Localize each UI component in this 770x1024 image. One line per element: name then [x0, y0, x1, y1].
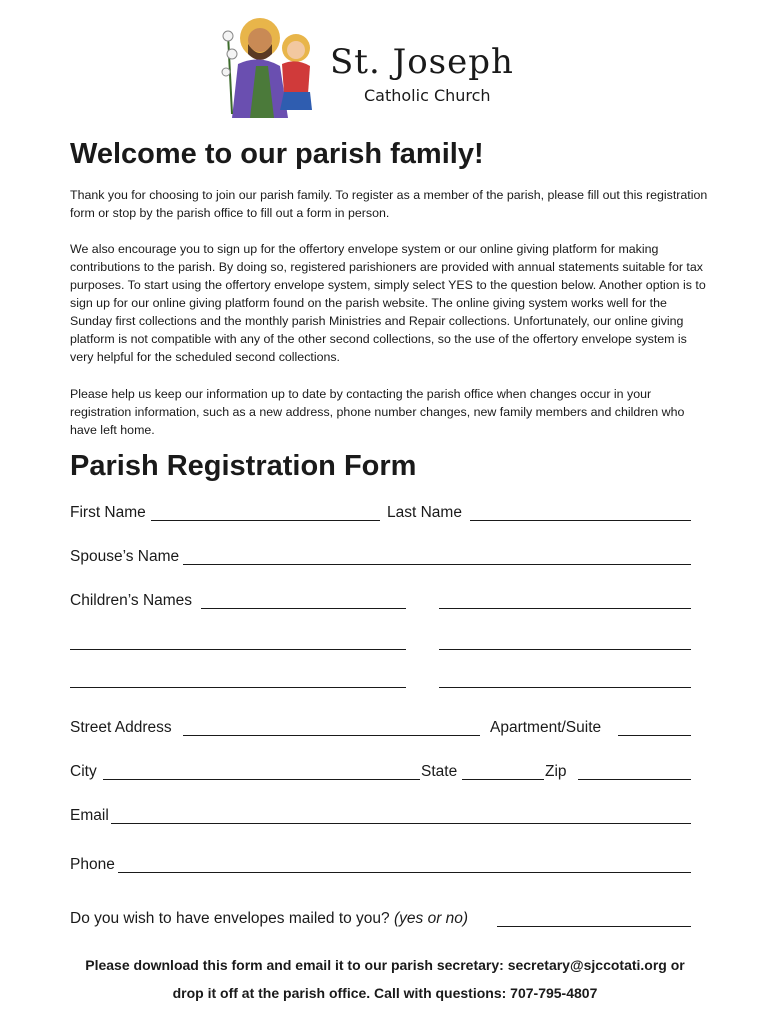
first-name-label: First Name	[70, 504, 146, 521]
child-name-field-6[interactable]	[439, 687, 691, 688]
welcome-paragraph-1: Thank you for choosing to join our parish family. To register as a member of the parish, please fill out this registration form or stop by the parish office to fill out a form in person.	[70, 188, 708, 220]
email-field[interactable]	[111, 823, 691, 824]
last-name-label: Last Name	[387, 504, 462, 521]
spouse-name-field[interactable]	[183, 564, 691, 565]
zip-field[interactable]	[578, 779, 691, 780]
child-name-field-4[interactable]	[439, 649, 691, 650]
child-name-field-5[interactable]	[70, 687, 406, 688]
phone-field[interactable]	[118, 872, 691, 873]
child-name-field-2[interactable]	[439, 608, 691, 609]
city-field[interactable]	[103, 779, 420, 780]
phone-label: Phone	[70, 856, 115, 873]
envelopes-answer-field[interactable]	[497, 926, 691, 927]
envelopes-question	[70, 910, 468, 928]
church-header	[0, 12, 770, 122]
church-subtitle: Catholic Church	[364, 86, 491, 105]
apartment-label: Apartment/Suite	[490, 719, 602, 736]
welcome-heading: Welcome to our parish family!	[70, 138, 484, 170]
street-address-field[interactable]	[183, 735, 480, 736]
apartment-field[interactable]	[618, 735, 691, 736]
footer-instructions-line-1: Please download this form and email it to our parish secretary: secretary@sjccotati.org or	[85, 957, 685, 973]
first-name-field[interactable]	[151, 520, 380, 521]
city-label: City	[70, 763, 97, 780]
welcome-paragraph-3: Please help us keep our information up to date by contacting the parish office when changes occur in your registration information, such as a new address, phone number changes, new family members and children who have left home.	[70, 387, 685, 437]
state-label: State	[421, 763, 458, 780]
envelopes-question-text: Do you wish to have envelopes mailed to you?	[70, 910, 390, 927]
spouse-name-label: Spouse’s Name	[70, 548, 180, 565]
child-name-field-1[interactable]	[201, 608, 406, 609]
church-name: St. Joseph	[330, 42, 514, 82]
welcome-paragraph-2: We also encourage you to sign up for the offertory envelope system or our online giving platform for making contributions to the parish. By doing so, registered parishioners are provided with annual statements suitable for tax purposes. To start using the offertory envelope system, simply select YES to the question below. Another option is to sign up for our online giving platform found on the parish website. The online giving system works well for the Sunday first collections and the monthly parish Ministries and Repair collections. Unfortunately, our online giving platform is not compatible with any of the other second collections, so the use of the offertory envelope system is very helpful for the scheduled second collections.	[70, 242, 706, 364]
state-field[interactable]	[462, 779, 544, 780]
child-name-field-3[interactable]	[70, 649, 406, 650]
envelopes-hint: (yes or no)	[393, 910, 469, 927]
children-names-label: Children’s Names	[70, 592, 193, 609]
street-address-label: Street Address	[70, 719, 172, 736]
form-heading: Parish Registration Form	[70, 450, 417, 482]
email-label: Email	[70, 807, 109, 824]
last-name-field[interactable]	[470, 520, 691, 521]
saint-joseph-logo-image	[218, 14, 318, 118]
footer-instructions-line-2: drop it off at the parish office. Call with questions: 707-795-4807	[172, 985, 598, 1001]
zip-label: Zip	[545, 763, 567, 780]
